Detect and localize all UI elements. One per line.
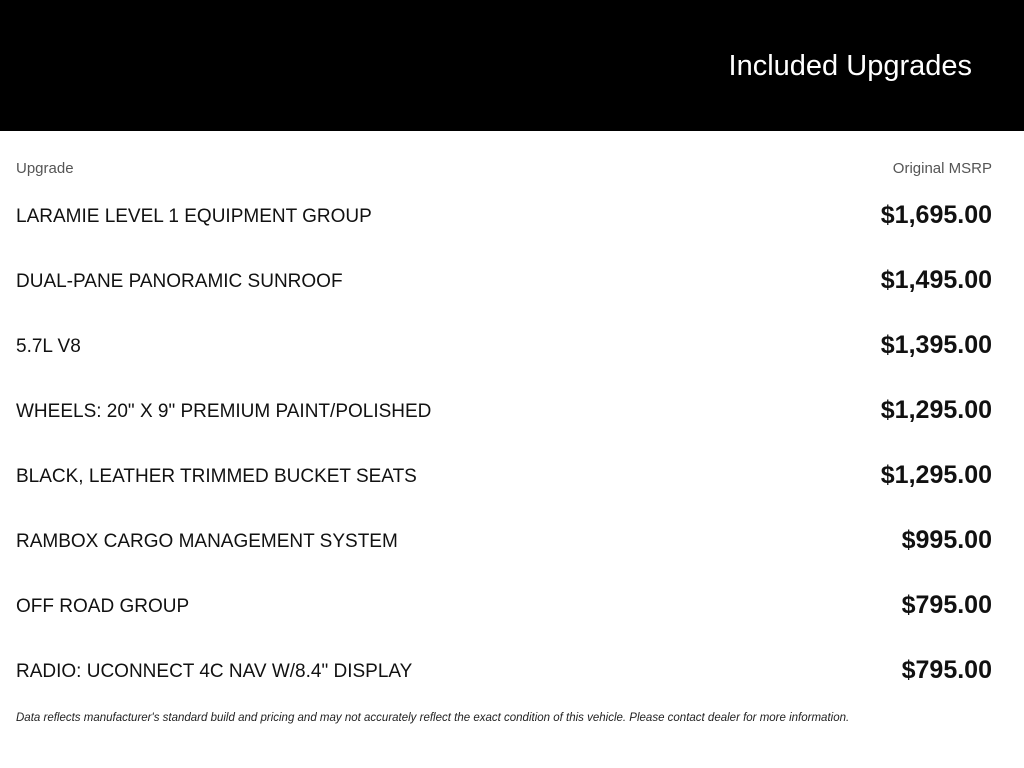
upgrade-row bbox=[16, 380, 992, 445]
upgrade-name: 5.7L V8 bbox=[16, 336, 81, 357]
upgrade-price: $1,695.00 bbox=[880, 201, 992, 229]
upgrade-price: $1,495.00 bbox=[880, 266, 992, 294]
table-header bbox=[16, 160, 992, 180]
column-header-upgrade: Upgrade bbox=[16, 160, 74, 177]
upgrade-price: $1,395.00 bbox=[880, 331, 992, 359]
upgrade-price: $1,295.00 bbox=[880, 461, 992, 489]
column-header-msrp: Original MSRP bbox=[892, 160, 992, 177]
upgrade-row bbox=[16, 575, 992, 640]
upgrade-list bbox=[16, 185, 992, 705]
disclaimer-text: Data reflects manufacturer's standard build and pricing and may not accurately reflect the exact condition of this vehicle. Please contact dealer for more information. bbox=[16, 712, 850, 724]
upgrade-price: $995.00 bbox=[901, 526, 992, 554]
upgrade-price: $795.00 bbox=[901, 591, 992, 619]
upgrade-name: DUAL-PANE PANORAMIC SUNROOF bbox=[16, 271, 343, 292]
upgrade-row bbox=[16, 185, 992, 250]
upgrade-name: WHEELS: 20" X 9" PREMIUM PAINT/POLISHED bbox=[16, 401, 432, 422]
upgrade-price: $1,295.00 bbox=[880, 396, 992, 424]
upgrade-name: RAMBOX CARGO MANAGEMENT SYSTEM bbox=[16, 531, 398, 552]
upgrade-row bbox=[16, 510, 992, 575]
header-bar bbox=[0, 0, 1024, 131]
upgrade-row bbox=[16, 315, 992, 380]
upgrade-row bbox=[16, 250, 992, 315]
upgrade-name: OFF ROAD GROUP bbox=[16, 596, 190, 617]
page-title: Included Upgrades bbox=[728, 50, 972, 82]
upgrade-row bbox=[16, 640, 992, 705]
upgrade-name: RADIO: UCONNECT 4C NAV W/8.4" DISPLAY bbox=[16, 661, 413, 682]
upgrade-name: BLACK, LEATHER TRIMMED BUCKET SEATS bbox=[16, 466, 417, 487]
upgrade-row bbox=[16, 445, 992, 510]
upgrade-price: $795.00 bbox=[901, 656, 992, 684]
upgrade-name: LARAMIE LEVEL 1 EQUIPMENT GROUP bbox=[16, 206, 372, 227]
